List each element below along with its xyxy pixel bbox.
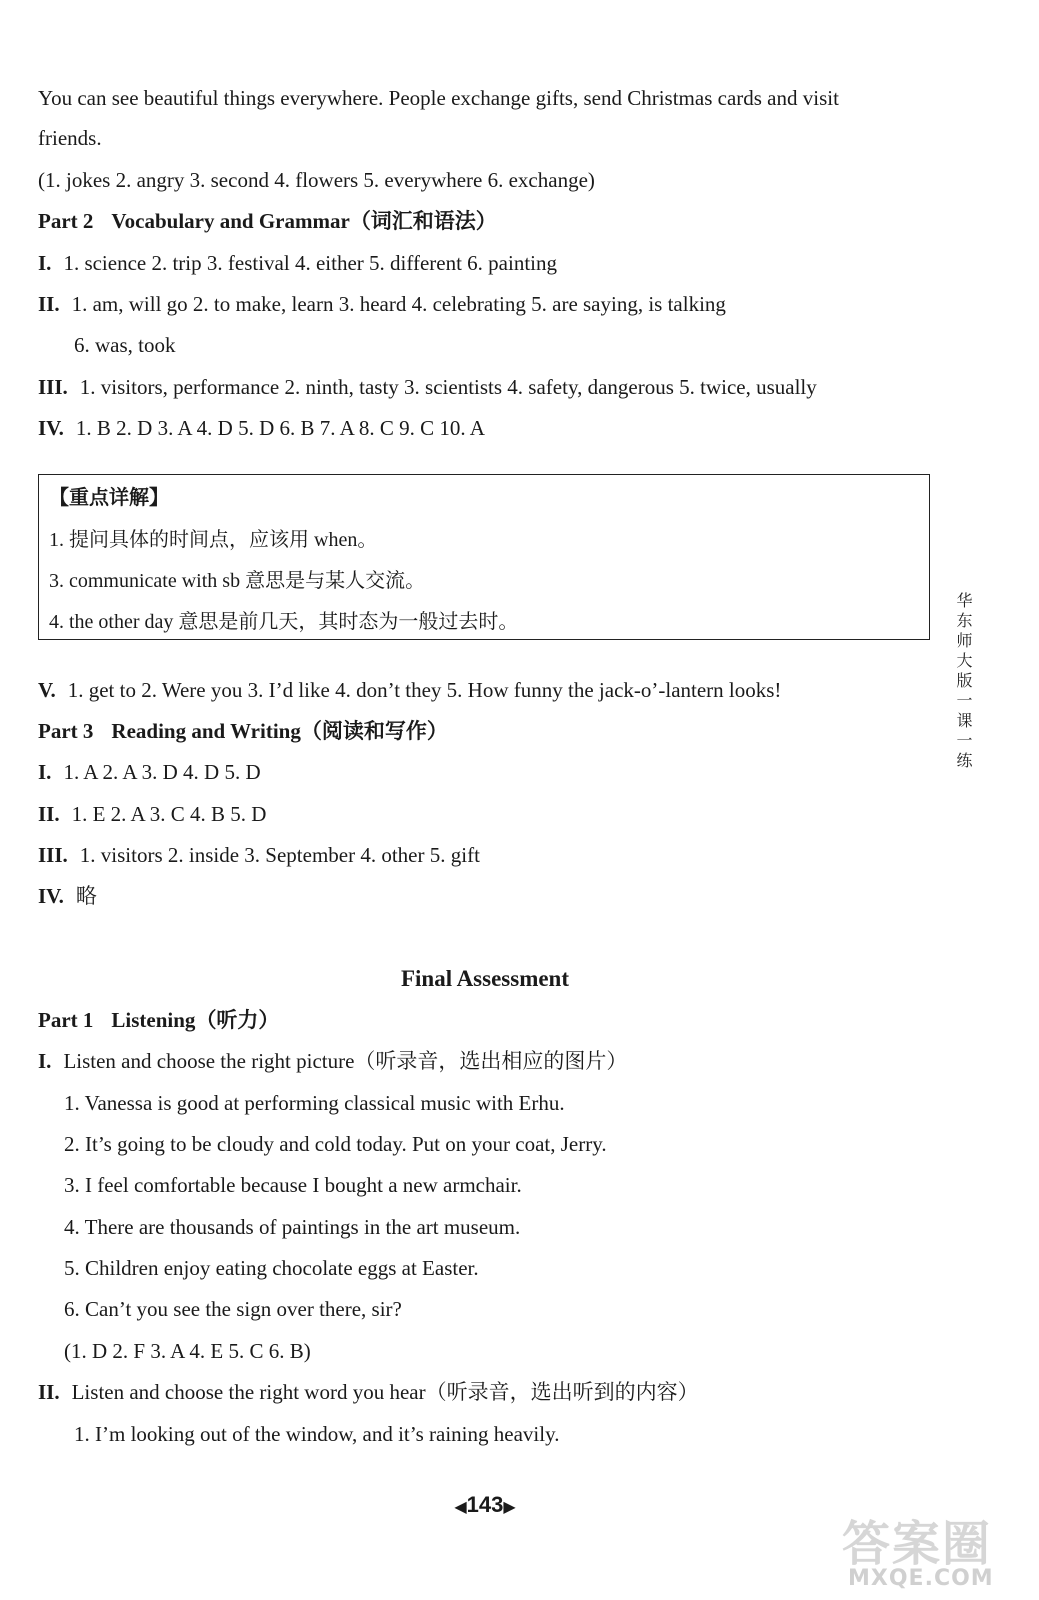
final-s1-num: I. <box>38 1049 52 1073</box>
part2-section-1 <box>38 249 557 277</box>
final-item-3: 3. I feel comfortable because I bought a new armchair. <box>64 1173 522 1197</box>
part3-s1-num: I. <box>38 760 52 784</box>
part3-section-3 <box>38 841 480 869</box>
side-label: 华东师大版一课一练 <box>954 592 973 772</box>
keypoints-item-2: 3. communicate with sb 意思是与某人交流。 <box>49 570 426 592</box>
part2-s1-num: I. <box>38 251 52 275</box>
part2-heading <box>38 207 497 235</box>
part3-s1-text: 1. A 2. A 3. D 4. D 5. D <box>63 760 261 784</box>
part2-s3-text: 1. visitors, performance 2. ninth, tasty 3. scientists 4. safety, dangerous 5. twice, usually <box>79 375 817 399</box>
part3-s4-text: 略 <box>75 884 97 908</box>
page-number-value: 143 <box>466 1492 504 1517</box>
left-triangle-icon: ◀ <box>454 1499 467 1516</box>
part2-section-5 <box>38 676 781 704</box>
final-s2-num: II. <box>38 1380 60 1404</box>
part2-s4-num: IV. <box>38 416 64 440</box>
part2-s2-text: 1. am, will go 2. to make, learn 3. heard 4. celebrating 5. are saying, is talking <box>71 292 726 316</box>
keypoints-item-3: 4. the other day 意思是前几天，其时态为一般过去时。 <box>49 611 519 633</box>
part2-heading-title: Vocabulary and Grammar <box>111 209 350 233</box>
final-item-4: 4. There are thousands of paintings in the art museum. <box>64 1215 521 1239</box>
part2-section-3 <box>38 373 817 401</box>
intro-answers: (1. jokes 2. angry 3. second 4. flowers 5. everywhere 6. exchange) <box>38 168 595 192</box>
final-item-2: 2. It’s going to be cloudy and cold today. Put on your coat, Jerry. <box>64 1132 607 1156</box>
final-part1-title: Listening <box>111 1008 196 1032</box>
part2-s5-text: 1. get to 2. Were you 3. I’d like 4. don’t they 5. How funny the jack-o’-lantern looks! <box>67 678 782 702</box>
intro-line-2: friends. <box>38 126 102 150</box>
keypoints-title: 【重点详解】 <box>49 487 169 509</box>
page-number <box>0 1492 970 1518</box>
keypoints-item-1: 1. 提问具体的时间点，应该用 when。 <box>49 529 378 551</box>
final-s1-answers: (1. D 2. F 3. A 4. E 5. C 6. B) <box>64 1339 311 1363</box>
final-section-2 <box>38 1378 699 1406</box>
part2-s3-num: III. <box>38 375 68 399</box>
final-item-1: 1. Vanessa is good at performing classical music with Erhu. <box>64 1091 565 1115</box>
part2-s4-text: 1. B 2. D 3. A 4. D 5. D 6. B 7. A 8. C 9. C 10. A <box>75 416 485 440</box>
part2-heading-cn: （词汇和语法） <box>349 209 497 233</box>
part3-heading-cn: （阅读和写作） <box>300 719 448 743</box>
intro-line-1: You can see beautiful things everywhere. People exchange gifts, send Christmas cards and visit <box>38 86 839 110</box>
part2-s1-text: 1. science 2. trip 3. festival 4. either 5. different 6. painting <box>63 251 557 275</box>
final-part1-num: Part 1 <box>38 1008 94 1032</box>
final-part1-heading <box>38 1006 279 1034</box>
keypoints-box <box>38 474 930 640</box>
final-part1-cn: （听力） <box>195 1008 280 1032</box>
watermark-url: MXQE.COM <box>848 1566 994 1591</box>
part2-section-2 <box>38 290 726 318</box>
part2-heading-num: Part 2 <box>38 209 94 233</box>
final-item-6: 6. Can’t you see the sign over there, sir? <box>64 1297 402 1321</box>
right-triangle-icon: ▶ <box>503 1499 516 1516</box>
final-s1-text: Listen and choose the right picture（听录音，选出相应的图片） <box>63 1049 628 1073</box>
watermark-logo: 答案圈 <box>842 1516 993 1572</box>
part3-heading-title: Reading and Writing <box>111 719 301 743</box>
part3-s3-text: 1. visitors 2. inside 3. September 4. other 5. gift <box>79 843 480 867</box>
part2-s2-num: II. <box>38 292 60 316</box>
part3-s2-num: II. <box>38 802 60 826</box>
final-s2-item-1: 1. I’m looking out of the window, and it’s raining heavily. <box>74 1422 560 1446</box>
part3-s2-text: 1. E 2. A 3. C 4. B 5. D <box>71 802 267 826</box>
part3-section-2 <box>38 800 266 828</box>
part2-s2-continued: 6. was, took <box>74 333 176 357</box>
part3-s3-num: III. <box>38 843 68 867</box>
final-s2-text: Listen and choose the right word you hear（听录音，选出听到的内容） <box>71 1380 699 1404</box>
part2-section-4 <box>38 414 485 442</box>
final-item-5: 5. Children enjoy eating chocolate eggs at Easter. <box>64 1256 479 1280</box>
part2-s5-num: V. <box>38 678 56 702</box>
final-assessment-title: Final Assessment <box>400 966 570 991</box>
part3-s4-num: IV. <box>38 884 64 908</box>
part3-heading-num: Part 3 <box>38 719 94 743</box>
part3-section-1 <box>38 758 261 786</box>
part3-heading <box>38 717 448 745</box>
final-section-1 <box>38 1047 627 1075</box>
part3-section-4 <box>38 882 97 910</box>
